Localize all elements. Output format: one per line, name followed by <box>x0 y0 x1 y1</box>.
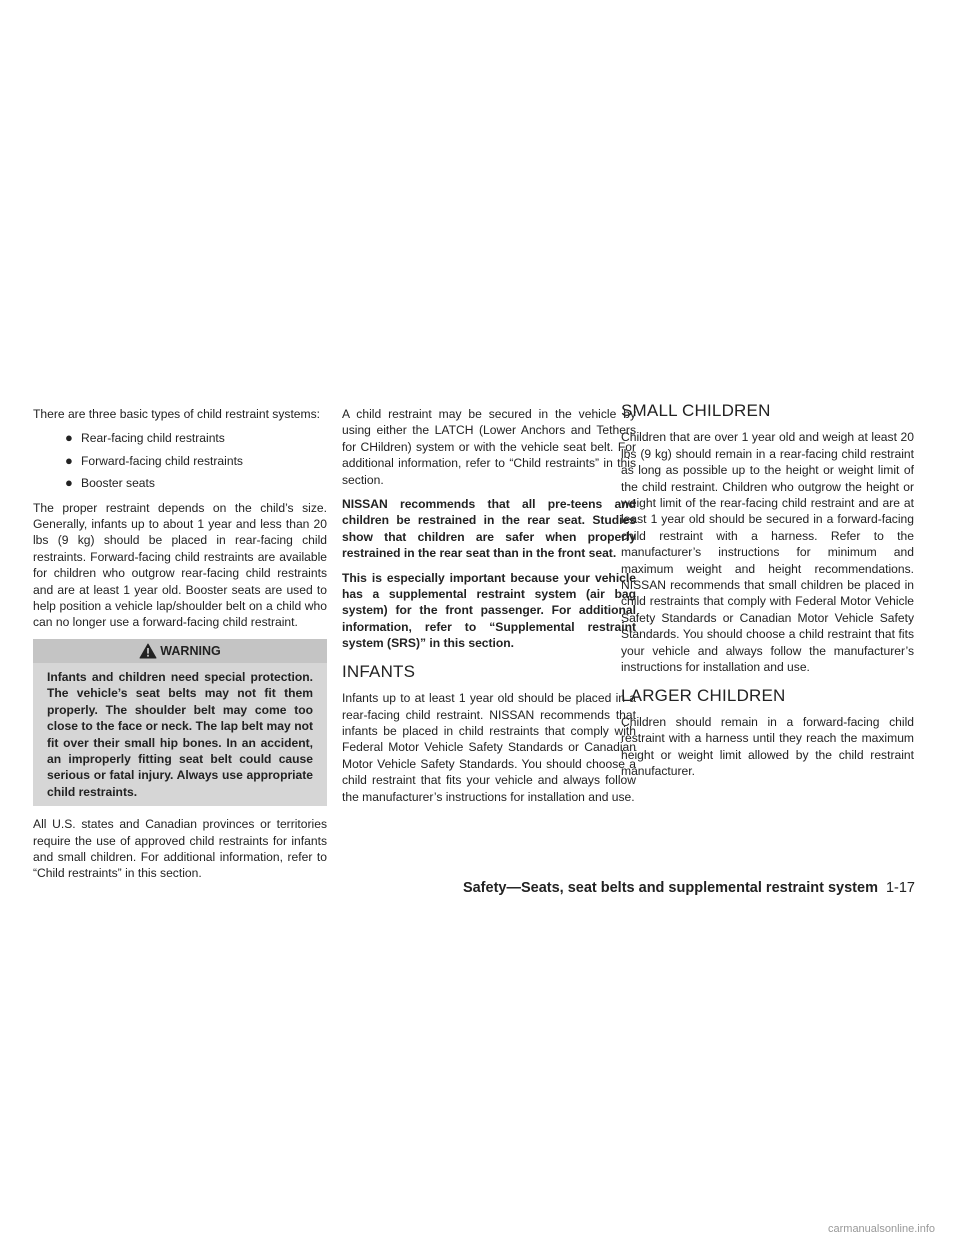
small-children-text: Children that are over 1 year old and weigh at least 20 lbs (9 kg) should remain in a rear-facing child restraint as long as possible up to the height or weight limit of the child restraint. Children who outgrow the height or weight limit of the rear-facing child restraint and are at least 1 year old should be secured in a forward-facing child restraint with a harness. Refer to the manufacturer’s instructions for minimum and maximum weight and height recommendations. NISSAN recommends that small children be placed in child restraints that comply with Federal Motor Vehicle Safety Standards or Canadian Motor Vehicle Safety Standards. You should choose a child restraint that fits your vehicle and always follow the manufacturer’s instructions for installation and use. <box>621 430 914 675</box>
bullet-icon: ● <box>65 452 73 468</box>
page-footer <box>463 880 915 896</box>
column-2 <box>342 406 636 813</box>
warning-triangle-icon <box>139 643 157 659</box>
list-item: ● Booster seats <box>65 475 155 491</box>
list-item: ● Forward-facing child restraints <box>65 452 243 468</box>
srs-note: This is especially important because your vehicle has a supplemental restraint system (air bag system) for the front passenger. For additional information, refer to “Supplemental restraint system (SRS)” in this section. <box>342 570 636 651</box>
bullet-icon: ● <box>65 475 73 491</box>
column-1 <box>33 406 327 890</box>
rear-seat-recommendation: NISSAN recommends that all pre-teens and children be restrained in the rear seat. Studies show that children are safer when properly restrained in the rear seat than in the front seat. <box>342 497 636 561</box>
bullet-icon: ● <box>65 430 73 446</box>
page-number: 1-17 <box>885 880 915 896</box>
restraint-size-paragraph: The proper restraint depends on the child’s size. Generally, infants up to about 1 year and less than 20 lbs (9 kg) should be placed in rear-facing child restraints. Forward-facing child restraints are available for children who outgrow rear-facing child restraints and are at least 1 year old. Booster seats are used to help position a vehicle lap/shoulder belt on a child who can no longer use a forward-facing child restraint. <box>33 500 327 630</box>
warning-text: Infants and children need special protection. The vehicle’s seat belts may not fit them properly. The shoulder belt may come too close to the face or neck. The lap belt may not fit over their small hip bones. In an accident, an improperly fitting seat belt could cause serious or fatal injury. Always use appropriate child restraints. <box>47 669 313 799</box>
warning-box <box>33 639 327 806</box>
restraint-types-list <box>33 430 327 491</box>
watermark: carmanualsonline.info <box>828 1223 936 1235</box>
legal-requirement-paragraph: All U.S. states and Canadian provinces or territories require the use of approved child restraints for infants and small children. For additional information, refer to “Child restraints” in this section. <box>33 817 327 881</box>
infants-text: Infants up to at least 1 year old should be placed in a rear-facing child restraint. NISSAN recommends that infants be placed in child restraints that comply with Federal Motor Vehicle Safety Standards or Canadian Motor Vehicle Safety Standards. You should choose a child restraint that fits your vehicle and always follow the manufacturer’s instructions for installation and use. <box>342 691 636 804</box>
column-3 <box>621 401 914 788</box>
small-children-heading: SMALL CHILDREN <box>621 401 771 420</box>
larger-children-text: Children should remain in a forward-facing child restraint with a harness until they reach the maximum height or weight limit allowed by the child restraint manufacturer. <box>621 714 914 779</box>
intro-text: There are three basic types of child restraint systems: <box>33 407 321 421</box>
larger-children-heading: LARGER CHILDREN <box>621 685 786 705</box>
warning-header <box>33 639 327 663</box>
warning-title: WARNING <box>160 643 221 658</box>
latch-paragraph: A child restraint may be secured in the vehicle by using either the LATCH (Lower Anchors and Tethers for CHildren) system or with the vehicle seat belt. For additional information, refer to “Child restraints” in this section. <box>342 407 636 487</box>
list-item: ● Rear-facing child restraints <box>65 430 225 446</box>
infants-heading: INFANTS <box>342 661 416 681</box>
footer-section-title: Safety—Seats, seat belts and supplemental restraint system <box>462 880 878 896</box>
